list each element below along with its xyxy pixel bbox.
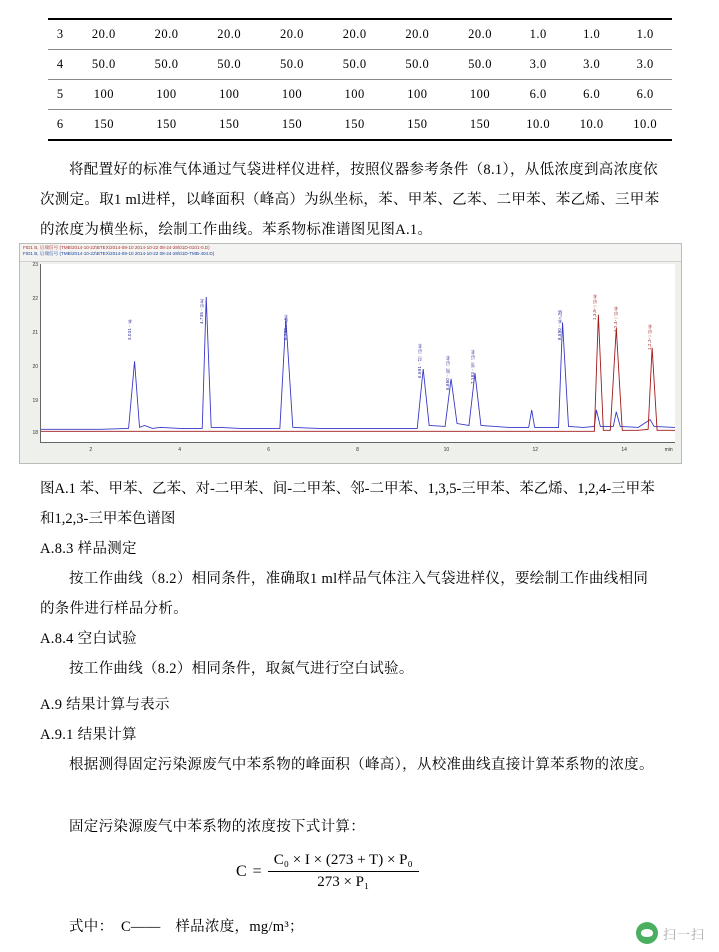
y-tick: 20: [32, 364, 38, 370]
cell: 20.0: [342, 27, 367, 41]
row-index: 4: [56, 57, 64, 71]
peak-label: 6.850 - 间二甲苯: [445, 355, 450, 390]
cell: 10.0: [579, 117, 604, 131]
heading-a-9-1: A.9.1 结果计算: [40, 727, 137, 743]
cell: 100: [344, 87, 365, 101]
cell: 50.0: [154, 57, 179, 71]
y-tick: 23: [32, 262, 38, 268]
cell: 20.0: [217, 27, 242, 41]
peak-label: 7.183 - 邻二甲苯: [470, 349, 475, 384]
cell: 20.0: [280, 27, 304, 41]
cell: 50.0: [91, 57, 116, 71]
table-row: [48, 80, 672, 110]
formula-lhs: C: [236, 862, 247, 880]
cell: 100: [93, 87, 114, 101]
cell: 6.0: [636, 87, 654, 101]
concentration-table-wrapper: [48, 18, 672, 141]
table-row: [48, 19, 672, 50]
cell: 50.0: [217, 57, 242, 71]
y-tick: 19: [32, 398, 38, 404]
chromatogram-plot: [40, 264, 675, 443]
figure-header-line-2: FID1 B, 后端信号 (TMB\2014-10-22\BTEX\2014-08-10 2014-10-22 08-24-28\01D-TMB-404.D): [23, 251, 215, 257]
y-tick: 18: [32, 430, 38, 436]
peak-label: 1,3,5-三甲苯: [592, 293, 597, 320]
cell: 150: [281, 117, 303, 131]
table-row: [48, 110, 672, 141]
y-tick: 21: [32, 330, 38, 336]
paragraph-a-8-4: 按工作曲线（8.2）相同条件，取氮气进行空白试验。: [69, 661, 414, 677]
trace-standard: [41, 315, 675, 432]
cell: 3.0: [636, 57, 654, 71]
cell: 20.0: [468, 27, 492, 41]
cell: 100: [469, 87, 491, 101]
cell: 1.0: [636, 27, 654, 41]
x-axis-unit: min: [664, 447, 673, 453]
figure-caption: 图A.1 苯、甲苯、乙苯、对-二甲苯、间-二甲苯、邻-二甲苯、1,3,5-三甲苯、苯乙烯、1,2,4-三甲苯和1,2,3-三甲苯色谱图: [40, 481, 655, 527]
heading-a-8-4: A.8.4 空白试验: [40, 631, 137, 647]
peak-label: 8.590 - 苯乙烯: [557, 309, 562, 340]
cell: 3.0: [529, 57, 547, 71]
cell: 150: [407, 117, 428, 131]
cell: 100: [219, 87, 240, 101]
y-axis-labels: [22, 262, 39, 444]
cell: 100: [281, 87, 303, 101]
cell: 150: [93, 117, 114, 131]
cell: 1.0: [583, 27, 601, 41]
paragraph-formula-lead: 固定污染源废气中苯系物的浓度按下式计算：: [69, 819, 365, 835]
concentration-formula: [236, 852, 419, 891]
chromatogram-figure: [19, 243, 682, 464]
trace-sample: [41, 297, 675, 429]
cell: 100: [156, 87, 177, 101]
paragraph-a-8-3: 按工作曲线（8.2）相同条件，准确取1 ml样品气体注入气袋进样仪，要绘制工作曲线相同的条件进行样品分析。: [40, 571, 649, 617]
cell: 100: [407, 87, 428, 101]
cell: 20.0: [405, 27, 430, 41]
cell: 50.0: [342, 57, 367, 71]
paragraph-calibration: 将配置好的标准气体通过气袋进样仪进样，按照仪器参考条件（8.1），从低浓度到高浓度依次测定。取1 ml进样，以峰面积（峰高）为纵坐标，苯、甲苯、乙苯、二甲苯、苯乙烯、三甲苯的浓度为横坐标，绘制工作曲线。苯系物标准谱图见图A.1。: [40, 162, 660, 238]
formula-numerator: C₀ × I × (273 + T) × P₀: [268, 852, 419, 872]
x-tick: 4: [178, 447, 182, 453]
watermark: [636, 922, 705, 944]
cell: 150: [469, 117, 491, 131]
x-tick: 2: [89, 447, 93, 453]
chromatogram-traces: [41, 264, 675, 442]
row-index: 3: [56, 27, 64, 41]
cell: 6.0: [583, 87, 601, 101]
cell: 1.0: [529, 27, 547, 41]
peak-label: 3.031 - 苯: [127, 318, 132, 340]
cell: 150: [156, 117, 177, 131]
cell: 150: [344, 117, 365, 131]
paragraph-where: 式中： C—— 样品浓度，mg/m³；: [69, 919, 304, 935]
y-tick: 22: [32, 296, 38, 302]
wechat-icon: [636, 922, 658, 944]
watermark-label: 扫一扫: [662, 926, 705, 942]
peak-label: 4.735 - 甲苯: [199, 298, 204, 324]
x-axis-labels: [40, 447, 675, 457]
peak-label: 1,2,4-三甲苯: [613, 305, 618, 332]
peak-label: 6.591 - 对二甲苯: [417, 343, 422, 378]
peak-label: 6.298 - 乙苯: [283, 314, 288, 340]
cell: 50.0: [405, 57, 430, 71]
x-tick: 14: [621, 447, 627, 453]
x-tick: 8: [356, 447, 359, 453]
cell: 10.0: [633, 117, 658, 131]
cell: 3.0: [583, 57, 601, 71]
x-tick: 12: [532, 447, 539, 453]
formula-denominator: 273 × P₁: [317, 874, 370, 890]
figure-header-line-1: FID1 B, 后端信号 (TMB\2014-10-22\BTEX\2014-08-10 2014-10-22 08-24-28\01D-0101-0.D): [23, 245, 210, 250]
cell: 50.0: [468, 57, 492, 71]
cell: 20.0: [154, 27, 179, 41]
cell: 20.0: [91, 27, 116, 41]
cell: 10.0: [526, 117, 551, 131]
heading-a-9: A.9 结果计算与表示: [40, 697, 170, 713]
formula-fraction: [268, 852, 419, 891]
row-index: 5: [56, 87, 64, 101]
heading-a-8-3: A.8.3 样品测定: [40, 541, 137, 557]
x-tick: 10: [443, 447, 450, 453]
peak-label: 1,2,3-三甲苯: [647, 323, 652, 350]
cell: 6.0: [529, 87, 547, 101]
paragraph-a-9-1: 根据测得固定污染源废气中苯系物的峰面积（峰高），从校准曲线直接计算苯系物的浓度。: [69, 757, 654, 773]
table-row: [48, 50, 672, 80]
figure-header-text: [20, 244, 681, 262]
concentration-table: [48, 18, 672, 141]
cell: 150: [219, 117, 240, 131]
formula-equals: =: [252, 862, 262, 880]
x-tick: 6: [267, 447, 270, 453]
cell: 50.0: [280, 57, 304, 71]
row-index: 6: [56, 117, 64, 131]
